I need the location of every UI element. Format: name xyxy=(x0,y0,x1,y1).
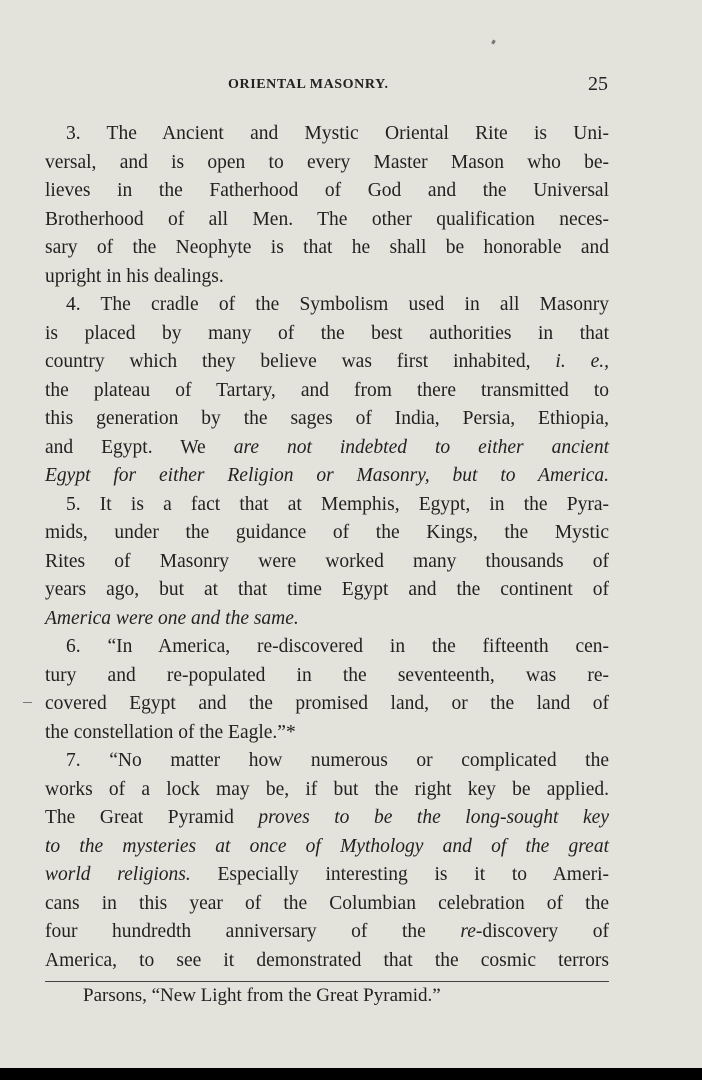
text-line xyxy=(45,804,609,833)
running-head: ORIENTAL MASONRY. xyxy=(228,77,389,92)
text-line xyxy=(45,206,609,235)
text-segment: tury and re-populated in the seventeenth, was re- xyxy=(45,664,609,686)
italic-text: world religions. xyxy=(45,864,191,885)
text-line xyxy=(45,462,609,491)
italic-text: Egypt for either Religion or Masonry, but to America. xyxy=(45,465,609,486)
text-segment: this generation by the sages of India, Persia, Ethiopia, xyxy=(45,408,609,429)
text-line xyxy=(45,776,609,805)
text-line xyxy=(45,605,609,634)
text-segment: 6. “In America, re-discovered in the fifteenth cen- xyxy=(66,636,609,657)
text-segment: 3. The Ancient and Mystic Oriental Rite is Uni- xyxy=(66,123,609,144)
text-line xyxy=(45,662,609,691)
text-line xyxy=(45,263,609,292)
body-text xyxy=(45,120,609,975)
italic-text: are not indebted to either ancient xyxy=(233,436,609,458)
text-segment: sary of the Neophyte is that he shall be honorable and xyxy=(45,237,609,258)
text-segment: covered Egypt and the promised land, or the land of xyxy=(45,693,609,714)
italic-text: to the mysteries at once of Mythology and of the great xyxy=(45,835,609,857)
text-segment: works of a lock may be, if but the right key be applied. xyxy=(45,778,609,800)
text-line xyxy=(45,576,609,605)
text-line xyxy=(45,918,609,947)
text-line xyxy=(45,861,609,890)
footnote: Parsons, “New Light from the Great Pyramid.” xyxy=(83,985,441,1006)
text-line xyxy=(45,833,609,862)
paper-speck xyxy=(491,40,496,45)
text-line xyxy=(45,747,609,776)
text-line xyxy=(45,947,609,976)
text-line xyxy=(45,348,609,377)
text-line xyxy=(45,719,609,748)
italic-text: re xyxy=(460,921,476,942)
text-line xyxy=(45,405,609,434)
text-segment: the plateau of Tartary, and from there transmitted to xyxy=(45,379,609,401)
text-segment: country which they believe was first inhabited, xyxy=(45,351,556,372)
text-segment: America, to see it demonstrated that the cosmic terrors xyxy=(45,949,609,971)
text-segment: Rites of Masonry were worked many thousands of xyxy=(45,550,609,572)
italic-text: America were one and the same. xyxy=(45,607,299,629)
text-line xyxy=(45,149,609,178)
text-line xyxy=(45,519,609,548)
italic-text: proves to be the long-sought key xyxy=(258,807,609,828)
text-line xyxy=(45,548,609,577)
text-segment: the constellation of the Eagle.”* xyxy=(45,721,296,743)
text-segment: The Great Pyramid xyxy=(45,807,259,828)
text-line xyxy=(45,291,609,320)
text-segment: is placed by many of the best authorities in that xyxy=(45,322,609,344)
text-line xyxy=(45,491,609,520)
text-line xyxy=(45,320,609,349)
text-line xyxy=(45,690,609,719)
italic-text: i. e., xyxy=(555,351,609,372)
text-segment: versal, and is open to every Master Mason who be- xyxy=(45,151,609,173)
text-segment: Especially interesting is it to Ameri- xyxy=(190,864,609,885)
text-segment: four hundredth anniversary of the xyxy=(45,921,461,942)
text-segment: Brotherhood of all Men. The other qualification neces- xyxy=(45,208,609,230)
text-line xyxy=(45,434,609,463)
text-segment: 7. “No matter how numerous or complicated the xyxy=(66,750,609,771)
text-line xyxy=(45,234,609,263)
page-number: 25 xyxy=(588,73,608,95)
text-line xyxy=(45,633,609,662)
text-segment: lieves in the Fatherhood of God and the Universal xyxy=(45,180,609,201)
text-segment: upright in his dealings. xyxy=(45,265,224,287)
margin-mark xyxy=(23,702,32,703)
text-line xyxy=(45,377,609,406)
text-line xyxy=(45,120,609,149)
text-segment: -discovery of xyxy=(475,921,609,942)
footnote-rule xyxy=(45,981,609,982)
text-line xyxy=(45,890,609,919)
text-segment: mids, under the guidance of the Kings, the Mystic xyxy=(45,522,609,543)
text-segment: 5. It is a fact that at Memphis, Egypt, in the Pyra- xyxy=(66,493,609,515)
text-segment: 4. The cradle of the Symbolism used in all Masonry xyxy=(66,294,609,315)
text-line xyxy=(45,177,609,206)
page-header xyxy=(0,73,702,97)
text-segment: years ago, but at that time Egypt and the continent of xyxy=(45,579,609,600)
text-segment: cans in this year of the Columbian celebration of the xyxy=(45,892,609,914)
text-segment: and Egypt. We xyxy=(45,436,234,458)
